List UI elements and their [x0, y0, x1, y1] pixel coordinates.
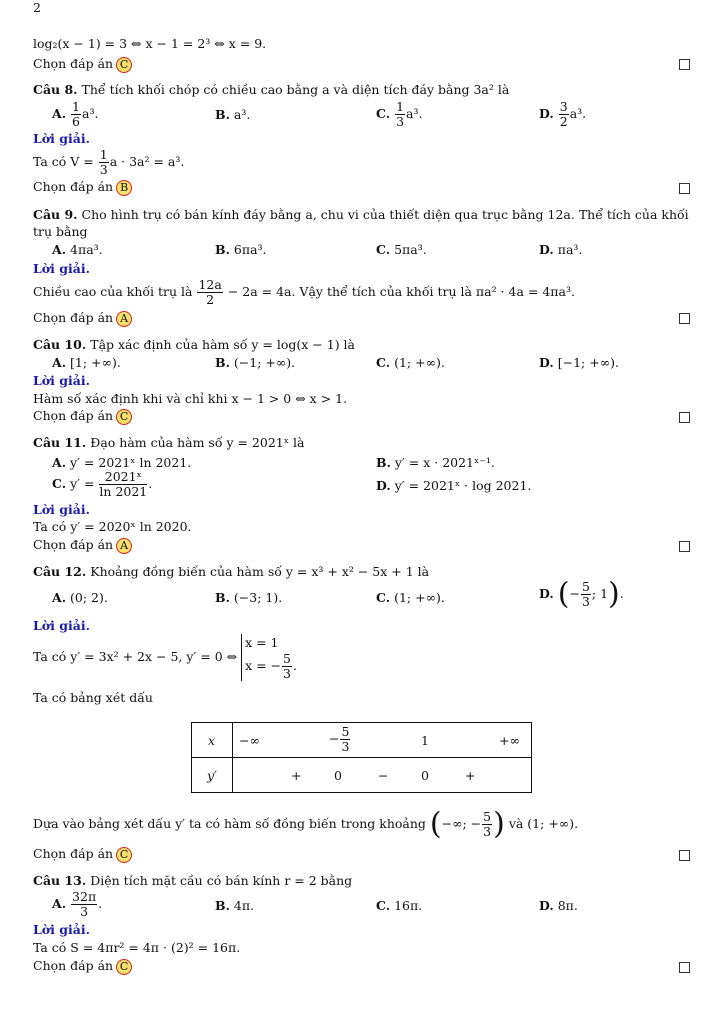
option-label: B. — [215, 590, 230, 605]
table-row — [192, 723, 532, 758]
option-text: 16π. — [394, 898, 423, 913]
numerator: 5 — [581, 579, 590, 594]
q13-option-a — [52, 890, 102, 919]
fraction — [99, 148, 109, 177]
solution-heading: Lời giải. — [33, 618, 90, 633]
option-text: (0; 2). — [70, 590, 108, 605]
end-of-proof-box — [679, 541, 690, 552]
q9-option-d — [539, 242, 582, 258]
option-text: a³. — [82, 106, 99, 121]
answer-badge: A — [116, 311, 132, 327]
option-label: A. — [52, 355, 67, 370]
sign-value: 0 — [334, 768, 342, 783]
fraction — [581, 580, 591, 609]
answer-prefix: Chọn đáp án — [33, 958, 114, 973]
q10-option-d — [539, 355, 619, 371]
table-cell — [233, 758, 532, 793]
option-label: B. — [215, 898, 230, 913]
fraction — [395, 100, 405, 129]
option-text: y′ = — [70, 476, 95, 491]
q10-option-b — [215, 355, 295, 371]
option-label: A. — [52, 242, 67, 257]
answer-badge: C — [116, 409, 132, 425]
option-label: D. — [539, 355, 554, 370]
option-text: . — [619, 586, 624, 601]
answer-badge: C — [116, 57, 132, 73]
q10-option-a — [52, 355, 121, 371]
option-label: B. — [215, 355, 230, 370]
fraction — [197, 278, 222, 307]
x-value: +∞ — [499, 733, 520, 748]
q8-option-a — [52, 100, 98, 129]
question-label: Câu 11. — [33, 435, 87, 450]
option-text: (−1; +∞). — [233, 355, 296, 370]
close-paren: ) — [608, 576, 620, 612]
option-label: B. — [215, 107, 230, 122]
numerator: 2021ˣ — [99, 470, 147, 485]
q7-solution-line: log₂(x − 1) = 3 ⇔ x − 1 = 2³ ⇔ x = 9. — [33, 36, 267, 51]
q8-question — [33, 82, 509, 98]
q9-option-c — [376, 242, 427, 258]
option-label: A. — [52, 455, 67, 470]
option-label: B. — [376, 455, 391, 470]
q11-solution: Ta có y′ = 2020ˣ ln 2020. — [33, 519, 192, 534]
numerator: 1 — [396, 99, 405, 114]
q13-option-c — [376, 898, 422, 914]
end-of-proof-box — [679, 313, 690, 324]
fraction — [559, 100, 569, 129]
question-text: Khoảng đồng biến của hàm số y = x³ + x² − 5x + 1 là — [90, 564, 430, 579]
answer-prefix: Chọn đáp án — [33, 408, 114, 423]
answer-prefix: Chọn đáp án — [33, 537, 114, 552]
answer-badge: A — [116, 538, 132, 554]
q12-option-a — [52, 590, 108, 606]
sign: − — [329, 731, 340, 746]
x-label: x — [208, 733, 216, 748]
answer-badge: B — [116, 180, 132, 196]
question-text: Thể tích khối chóp có chiều cao bằng a và diện tích đáy bằng 3a² là — [81, 82, 510, 97]
numerator: 1 — [72, 99, 80, 114]
numerator: 3 — [559, 99, 568, 114]
close-paren: ) — [493, 806, 505, 842]
question-label: Câu 10. — [33, 337, 87, 352]
option-text: (1; +∞). — [394, 355, 445, 370]
solution-text: −∞; − — [441, 816, 482, 831]
root-1: x = 1 — [245, 635, 279, 650]
end-of-proof-box — [679, 850, 690, 861]
q8-solution — [33, 148, 184, 177]
option-text: 8π. — [557, 898, 578, 913]
x-value: −∞ — [239, 733, 260, 748]
answer-prefix: Chọn đáp án — [33, 310, 114, 325]
page-number: 2 — [33, 0, 41, 15]
q13-answer-line — [33, 958, 132, 975]
equation-system — [241, 634, 297, 681]
answer-badge: C — [116, 959, 132, 975]
solution-heading: Lời giải. — [33, 922, 90, 937]
option-label: C. — [376, 590, 391, 605]
y-prime-label: y′ — [207, 768, 217, 783]
q12-option-b — [215, 590, 282, 606]
denominator: 3 — [396, 114, 405, 129]
q9-option-a — [52, 242, 103, 258]
denominator: 3 — [341, 739, 350, 754]
end-of-proof-box — [679, 59, 690, 70]
sign-table — [191, 722, 532, 793]
q13-solution: Ta có S = 4πr² = 4π · (2)² = 16π. — [33, 940, 241, 955]
fraction — [71, 890, 97, 919]
solution-text: Dựa vào bảng xét dấu y′ ta có hàm số đồng biến trong khoảng — [33, 816, 426, 831]
q11-answer-line — [33, 537, 132, 554]
answer-badge: C — [116, 847, 132, 863]
solution-text: Ta có y′ = 3x² + 2x − 5, y′ = 0 ⇔ — [33, 649, 238, 664]
q12-question — [33, 564, 429, 580]
option-label: C. — [376, 106, 391, 121]
q12-answer-line — [33, 846, 132, 863]
q12-conclusion — [33, 806, 579, 842]
denominator: 3 — [99, 162, 108, 177]
solution-text: Ta có V = — [33, 154, 94, 169]
q10-solution: Hàm số xác định khi và chỉ khi x − 1 > 0 ⇔ x > 1. — [33, 391, 348, 406]
option-text: [−1; +∞). — [557, 355, 619, 370]
table-cell — [233, 723, 532, 758]
numerator: 12a — [198, 277, 222, 292]
q12-table-intro: Ta có bảng xét dấu — [33, 690, 153, 705]
option-text: 4πa³. — [70, 242, 103, 257]
sign-value: + — [291, 768, 302, 783]
q9-answer-line — [33, 310, 132, 327]
q9-question-line2: trụ bằng — [33, 224, 88, 239]
option-label: C. — [52, 476, 67, 491]
q8-option-d — [539, 100, 586, 129]
option-label: D. — [539, 242, 554, 257]
q13-question — [33, 873, 352, 889]
q12-derivative — [33, 634, 297, 681]
option-text: a³. — [569, 106, 587, 121]
numerator: 5 — [283, 651, 291, 666]
fraction — [482, 810, 492, 839]
sign-value: − — [378, 768, 389, 783]
x-value — [329, 725, 351, 754]
option-text: 5πa³. — [394, 242, 427, 257]
solution-heading: Lời giải. — [33, 502, 90, 517]
option-label: B. — [215, 242, 230, 257]
question-label: Câu 9. — [33, 207, 78, 222]
denominator: 2 — [206, 292, 215, 307]
denominator: ln 2021 — [99, 484, 148, 499]
question-text: Diện tích mặt cầu có bán kính r = 2 bằng — [90, 873, 353, 888]
denominator: 3 — [283, 666, 291, 681]
open-paren: ( — [429, 806, 442, 842]
option-text: y′ = 2021ˣ · log 2021. — [394, 478, 532, 493]
answer-prefix: Chọn đáp án — [33, 179, 114, 194]
q9-solution — [33, 278, 575, 307]
end-of-proof-box — [679, 412, 690, 423]
open-paren: ( — [557, 576, 570, 612]
sign-value: + — [465, 768, 476, 783]
denominator: 2 — [559, 114, 568, 129]
solution-text: a · 3a² = a³. — [109, 154, 185, 169]
fraction — [340, 725, 350, 754]
end-of-proof-box — [679, 183, 690, 194]
solution-text: − 2a = 4a. Vậy thể tích của khối trụ là πa² · 4a = 4πa³. — [227, 284, 575, 299]
q13-option-b — [215, 898, 254, 914]
fraction — [282, 652, 292, 681]
denominator: 3 — [483, 824, 492, 839]
denominator: 6 — [72, 114, 80, 129]
option-text: a³. — [406, 106, 423, 121]
answer-prefix: Chọn đáp án — [33, 846, 114, 861]
numerator: 5 — [341, 724, 350, 739]
q8-option-b — [215, 107, 250, 123]
option-label: D. — [539, 106, 554, 121]
q13-option-d — [539, 898, 578, 914]
option-text: [1; +∞). — [70, 355, 121, 370]
denominator: 3 — [80, 904, 89, 919]
option-text: y′ = x · 2021ˣ⁻¹. — [394, 455, 495, 470]
root-text: x = − — [245, 658, 282, 673]
option-label: A. — [52, 590, 67, 605]
option-text: πa³. — [557, 242, 583, 257]
option-text: (−3; 1). — [233, 590, 283, 605]
option-text: . — [98, 896, 103, 911]
root-text: . — [292, 658, 297, 673]
question-label: Câu 13. — [33, 873, 87, 888]
table-head-cell — [192, 723, 233, 758]
numerator: 1 — [99, 147, 108, 162]
end-of-proof-box — [679, 962, 690, 973]
question-text: Tập xác định của hàm số y = log(x − 1) là — [90, 337, 355, 352]
q10-question — [33, 337, 355, 353]
fraction — [71, 100, 81, 129]
solution-text: và (1; +∞). — [508, 816, 579, 831]
q11-option-d — [376, 478, 531, 494]
option-text: y′ = 2021ˣ ln 2021. — [70, 455, 192, 470]
q11-option-b — [376, 455, 495, 471]
fraction — [99, 470, 147, 499]
question-label: Câu 12. — [33, 564, 87, 579]
question-label: Câu 8. — [33, 82, 78, 97]
numerator: 32π — [72, 889, 97, 904]
q9-question-line1 — [33, 207, 689, 223]
option-label: A. — [52, 896, 67, 911]
option-text: ; 1 — [591, 586, 609, 601]
table-row — [192, 758, 532, 793]
answer-prefix: Chọn đáp án — [33, 56, 114, 71]
sign-value: 0 — [421, 768, 429, 783]
q10-answer-line — [33, 408, 132, 425]
question-text: Đạo hàm của hàm số y = 2021ˣ là — [90, 435, 305, 450]
option-text: a³. — [233, 107, 251, 122]
solution-heading: Lời giải. — [33, 261, 90, 276]
q9-option-b — [215, 242, 267, 258]
q8-option-c — [376, 100, 422, 129]
q12-option-d — [539, 576, 624, 612]
option-label: C. — [376, 355, 391, 370]
numerator: 5 — [483, 809, 492, 824]
option-label: D. — [376, 478, 391, 493]
q7-answer-line — [33, 56, 132, 73]
q11-question — [33, 435, 304, 451]
q10-option-c — [376, 355, 445, 371]
option-text: 4π. — [233, 898, 255, 913]
option-text: (1; +∞). — [394, 590, 445, 605]
q11-option-c — [52, 470, 152, 499]
solution-heading: Lời giải. — [33, 131, 90, 146]
solution-heading: Lời giải. — [33, 373, 90, 388]
option-label: D. — [539, 898, 554, 913]
option-label: A. — [52, 106, 67, 121]
option-label: C. — [376, 898, 391, 913]
q8-answer-line — [33, 179, 132, 196]
q12-option-c — [376, 590, 445, 606]
option-text: − — [569, 586, 580, 601]
x-value: 1 — [421, 733, 429, 748]
solution-text: Chiều cao của khối trụ là — [33, 284, 193, 299]
denominator: 3 — [581, 594, 590, 609]
table-head-cell — [192, 758, 233, 793]
option-label: C. — [376, 242, 391, 257]
root-2 — [245, 652, 297, 681]
option-text: 6πa³. — [233, 242, 267, 257]
option-text: . — [148, 476, 153, 491]
question-text: Cho hình trụ có bán kính đáy bằng a, chu vi của thiết diện qua trục bằng 12a. Thể tích của khối — [81, 207, 689, 222]
option-label: D. — [539, 586, 554, 601]
